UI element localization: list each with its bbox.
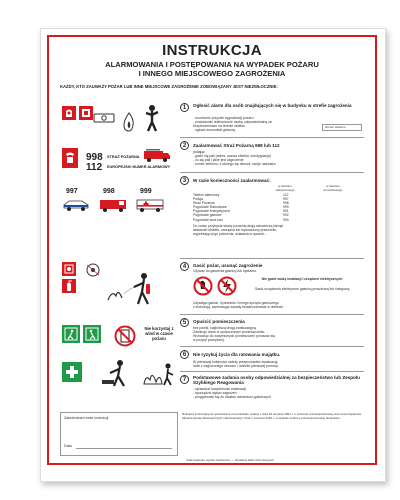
fire-icon <box>121 111 137 138</box>
step-line: podając: <box>193 150 206 154</box>
step-line: - sprawdzić kompletność ewakuacji <box>193 387 246 391</box>
first-aid-wrap <box>62 362 82 382</box>
label-999: 999 <box>140 188 152 195</box>
step-number: 3 <box>180 176 189 185</box>
step-line: bezpieczeństwo na terenie obiektu <box>193 124 246 129</box>
label-997: 997 <box>66 188 78 195</box>
person-extinguishing-icon <box>104 270 158 311</box>
step-line: - przygotować się do działań ratowniczo-gaśniczych <box>193 395 271 400</box>
divider <box>180 314 364 315</box>
divider <box>180 371 364 372</box>
page-subtitle <box>47 60 377 78</box>
hydrant-icon <box>62 262 76 276</box>
step-line: Używając gaśnic, hydrantów i innego sprzętu gaśniczego <box>193 301 279 305</box>
step-number: 1 <box>180 103 189 112</box>
alarm-button-icon <box>79 106 93 120</box>
service-name: Pogotowie energetyczne <box>193 209 231 214</box>
no-elevator-icon <box>114 325 136 352</box>
fire-truck-icon <box>143 148 171 167</box>
subtitle-line-2: I INNEGO MIEJSCOWEGO ZAGROŻENIA <box>138 69 286 78</box>
no-water-icon <box>193 276 213 301</box>
step-line: - powiadomić telefonicznie osobę odpowiedzialną za <box>193 120 272 125</box>
fire-engine-icon <box>99 198 127 217</box>
label-998: STRAŻ POŻARNA <box>107 155 140 159</box>
service-number: 992 <box>283 213 289 218</box>
step-body <box>193 326 363 342</box>
service-number: 997 <box>283 197 289 202</box>
step-line: Zamknąć drzwi w opuszczonym pomieszczeniu. <box>193 330 266 335</box>
step-line: W pierwszej kolejności należy przeprowadzić ewakuację <box>193 360 278 364</box>
fire-danger-icon <box>140 360 176 391</box>
service-name: Policja <box>193 197 203 202</box>
phone-icon-wrap <box>62 148 78 168</box>
divider <box>180 137 364 138</box>
col-landline: w telefonu stacjonarnego <box>275 184 295 193</box>
service-name: Pogotowie wod-kan <box>193 217 223 222</box>
step-heading: Zaalarmować Straż Pożarną 998 lub 112 <box>193 143 280 148</box>
legal-footer: Niniejsza instrukcja jest opracowana na podstawie ustawy z dnia 24 sierpnia 1991 r. o ochronie przeciwpożarowej oraz rozporządzenia Ministra Spraw Wewnętrznych i Administracji z dnia 7 czerwca 2010 r. w sprawie ochrony przeciwpożarowej budynków... <box>182 412 361 420</box>
divider <box>180 346 364 347</box>
step-number: 2 <box>180 141 189 150</box>
service-number: 112 <box>283 193 289 197</box>
step-body <box>193 360 363 368</box>
service-name: Straż Pożarna <box>193 201 215 206</box>
divider <box>180 172 364 173</box>
no-elevator-text: Nie korzystaj z wind w czasie pożaru <box>144 326 174 341</box>
approval-label: Zatwierdzam treść instrukcji <box>64 416 109 420</box>
step-line: ludzi z zagrożonego obszaru i udzielić pierwszej pomocy. <box>193 364 279 369</box>
step-heading: Podstawowe zadania osoby odpowiedzialnej za bezpieczeństwo lub Zespołu Szybkiego Reagowania <box>193 375 360 385</box>
police-car-icon <box>62 198 90 217</box>
first-aid-icon <box>62 362 82 382</box>
step-heading: Ogłosić alarm dla osób znajdujących się w budynku w strefie zagrożenia <box>193 103 352 108</box>
step-body <box>193 116 318 132</box>
step-line: - sporządzić wykaz zagrożeń <box>193 391 237 396</box>
step-number: 5 <box>180 318 189 327</box>
phone-icon <box>62 148 78 168</box>
step-heading: Nie ryzykuj życia dla ratowania majątku. <box>193 352 281 357</box>
service-number: 998 <box>283 201 289 206</box>
electric-hazard-icon <box>217 276 237 301</box>
step-line: wypełniając jego polecenia, działania w sposób... <box>193 232 267 237</box>
label-998-vehicle: 998 <box>103 188 115 195</box>
col-mobile: w telefonu komórkowego <box>323 184 343 193</box>
services-list <box>193 193 353 222</box>
service-name: Pogotowie Ratunkowe <box>193 205 227 210</box>
step-heading: W razie konieczności zaalarmować: <box>193 178 271 183</box>
step-line: w pozycji pochylonej. <box>193 338 225 343</box>
date-line <box>76 448 172 449</box>
step-body <box>193 224 363 236</box>
service-name: Pogotowie gazowe <box>193 213 222 218</box>
step-body: Używać do gaszenia gaśnicy lub hydrantu. <box>193 269 258 273</box>
step-line: - gdzie się pali (adres, nazwa obiektu, kondygnacja) <box>193 154 271 159</box>
number-112: 112 <box>86 162 103 173</box>
service-number: 999 <box>283 205 289 210</box>
page-title: INSTRUKCJA <box>162 42 262 59</box>
step-body <box>193 387 363 399</box>
fire-alarm-icon <box>62 106 76 120</box>
step-body <box>193 301 363 309</box>
number-998: 998 <box>86 152 103 163</box>
divider <box>180 258 364 259</box>
step-heading: Gasić pożar, usunąć zagrożenie <box>193 263 263 268</box>
rescue-person-icon <box>100 358 134 393</box>
exit-right-icon <box>83 325 101 343</box>
warning-extinguisher: Gasić urządzenia elektryczne gaśnicą proszkową lub śniegową <box>254 287 350 291</box>
date-label: Data <box>64 444 72 448</box>
service-row <box>193 218 353 222</box>
step-line: - ogłosić komunikat głosowy <box>193 128 236 133</box>
step-line: z instrukcją, zachowując zasady bezpieczeństwa w obiekcie. <box>193 305 285 310</box>
hose-reel-icon <box>84 262 102 283</box>
phone-number-field: Numer telefonu <box>322 124 362 131</box>
service-number: 991 <box>283 209 289 214</box>
exit-icons <box>62 325 101 343</box>
red-border-frame <box>47 35 377 465</box>
subtitle-line-1: ALARMOWANIA I POSTĘPOWANIA NA WYPADEK POŻARU <box>105 60 319 69</box>
step-number: 4 <box>180 262 189 271</box>
exit-left-icon <box>62 325 80 343</box>
step-line: - co się pali i jakie jest zagrożenie <box>193 158 244 163</box>
service-name: Telefon alarmowy <box>193 193 220 197</box>
step-line: właściciel obiektu, zarządca lub wyznaczony pracownik, <box>193 228 277 233</box>
extinguisher-icons <box>62 262 76 293</box>
warning-water: Nie gasić wodą instalacji i urządzeń elektrycznych <box>261 277 343 281</box>
intro-note: KAŻDY, KTO ZAUWAŻY POŻAR LUB INNE MIEJSCOWE ZAGROŻENIE ZOBOWIĄZANY JEST NIEZWŁOCZNIE: <box>60 84 278 89</box>
siren-icon <box>93 110 115 128</box>
person-shouting-icon <box>142 104 162 137</box>
service-number: 994 <box>283 217 289 222</box>
step-heading: Opuścić pomieszczenia <box>193 319 245 324</box>
bottom-imprint: Znak towarowy wyrobu zastrzeżony — Wydawca tablic informacyjnych <box>186 458 274 462</box>
step-line: bez paniki, najkrótszą drogą ewakuacyjną. <box>193 326 257 330</box>
step-line: - numer telefonu, z którego się dzwoni, swoje nazwisko <box>193 162 276 167</box>
step-number: 6 <box>180 350 189 359</box>
step-line: - uruchomić przycisk sygnalizacji pożaru <box>193 116 254 120</box>
step-number: 7 <box>180 375 189 384</box>
step-body <box>193 150 363 166</box>
alarm-icons-row <box>62 106 93 120</box>
step-line: Do czasu przybycia straży pożarnej akcją ratowniczą kieruje <box>193 224 284 228</box>
ambulance-icon <box>136 198 164 217</box>
extinguisher-sign-icon <box>62 279 76 293</box>
step-line: Wchodząc do zadymionych pomieszczeń poruszać się <box>193 334 275 339</box>
label-112: EUROPEJSKI NUMER ALARMOWY <box>107 165 171 169</box>
